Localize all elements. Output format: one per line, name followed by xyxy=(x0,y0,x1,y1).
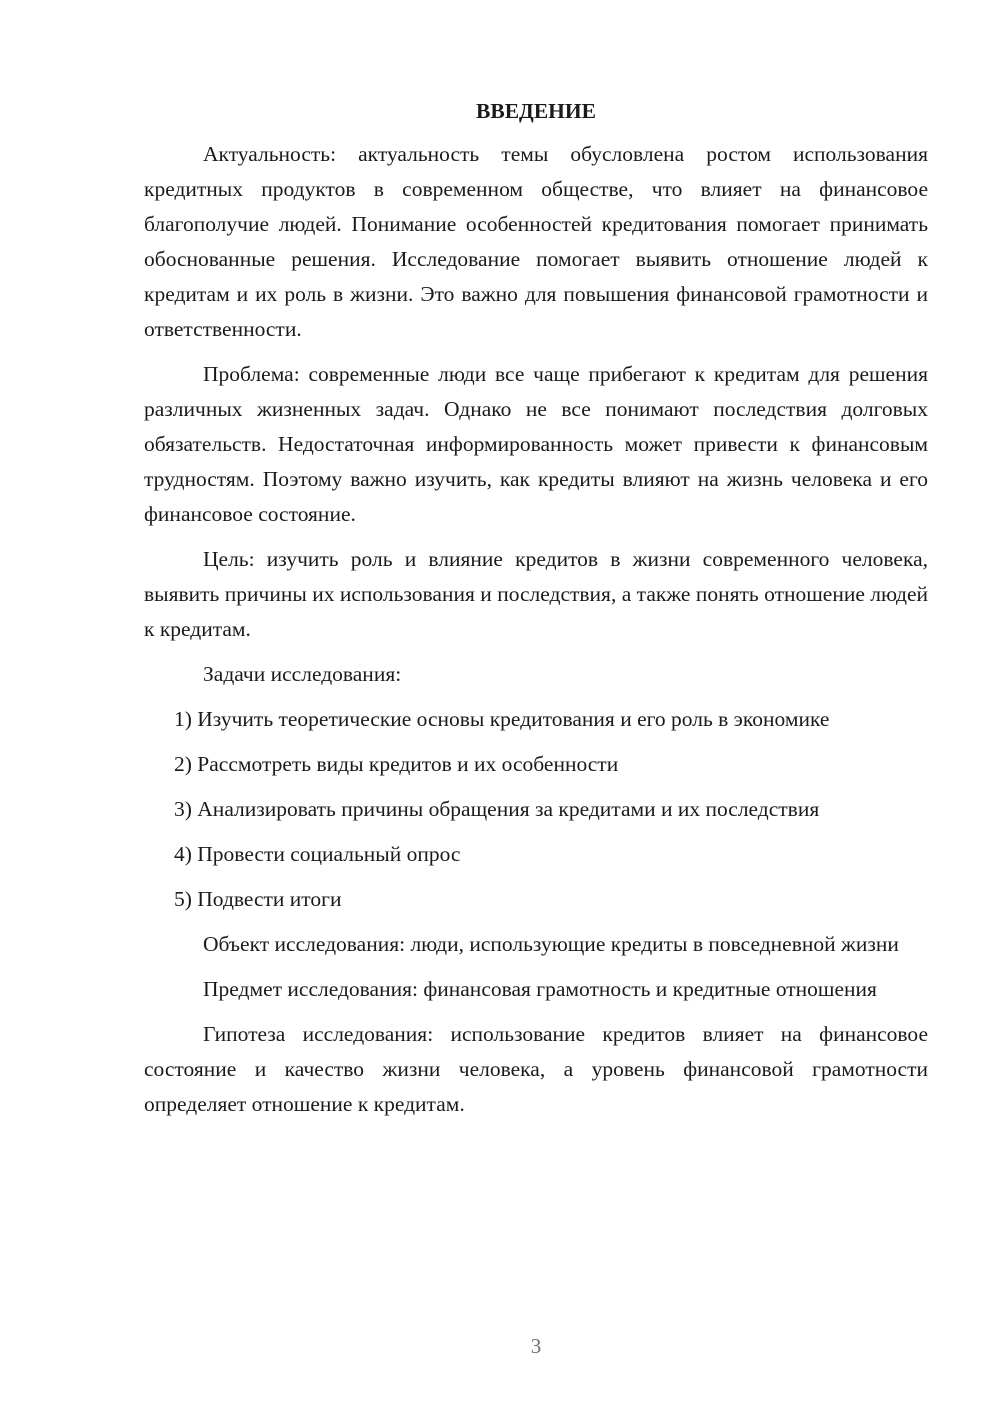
hypothesis-paragraph: Гипотеза исследования: использование кредитов влияет на финансовое состояние и качество жизни человека, а уровень финансовой грамотности определяет отношение к кредитам. xyxy=(144,1022,928,1116)
subject-paragraph: Предмет исследования: финансовая грамотность и кредитные отношения xyxy=(203,977,877,1001)
page-number: 3 xyxy=(530,1334,542,1358)
task-item: 1) Изучить теоретические основы кредитования и его роль в экономике xyxy=(174,707,830,731)
page-content xyxy=(144,96,928,1132)
task-item: 4) Провести социальный опрос xyxy=(174,842,461,866)
task-item: 5) Подвести итоги xyxy=(174,887,342,911)
relevance-paragraph: Актуальность: актуальность темы обусловлена ростом использования кредитных продуктов в современном обществе, что влияет на финансовое благополучие людей. Понимание особенностей кредитования помогает принимать обоснованные решения. Исследование помогает выявить отношение людей к кредитам и их роль в жизни. Это важно для повышения финансовой грамотности и ответственности. xyxy=(144,142,928,341)
goal-paragraph: Цель: изучить роль и влияние кредитов в жизни современного человека, выявить причины их использования и последствия, а также понять отношение людей к кредитам. xyxy=(144,547,928,641)
tasks-list xyxy=(144,702,928,917)
task-item: 2) Рассмотреть виды кредитов и их особенности xyxy=(174,752,619,776)
object-paragraph: Объект исследования: люди, использующие кредиты в повседневной жизни xyxy=(203,932,899,956)
tasks-heading: Задачи исследования: xyxy=(203,662,402,686)
task-item: 3) Анализировать причины обращения за кредитами и их последствия xyxy=(174,797,820,821)
section-title: ВВЕДЕНИЕ xyxy=(476,99,596,123)
problem-paragraph: Проблема: современные люди все чаще прибегают к кредитам для решения различных жизненных задач. Однако не все понимают последствия долговых обязательств. Недостаточная информированность может привести к финансовым трудностям. Поэтому важно изучить, как кредиты влияют на жизнь человека и его финансовое состояние. xyxy=(144,362,928,526)
